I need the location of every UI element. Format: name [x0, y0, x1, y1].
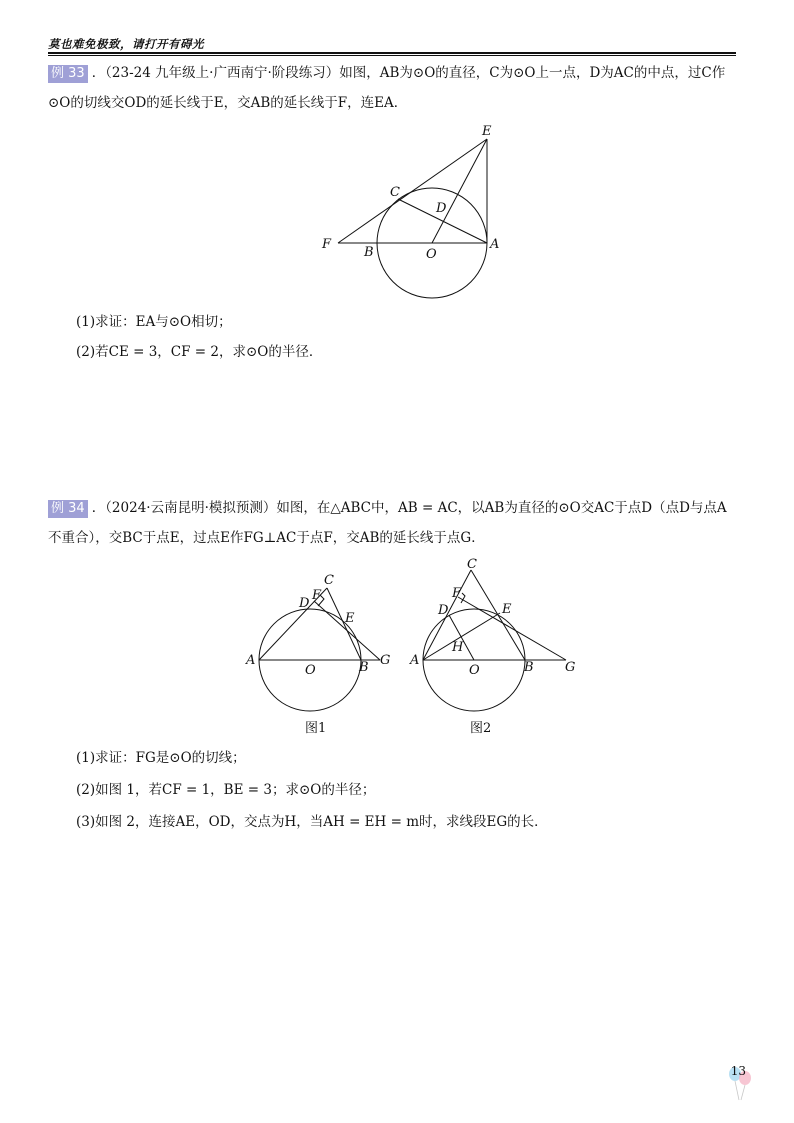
q34-fig1-right-angle [318, 595, 324, 606]
q34-fig1-label-d: D [299, 596, 310, 611]
q33-stem [48, 58, 743, 118]
q33-circle-o [377, 188, 487, 298]
q33-line-fe [338, 139, 487, 243]
q34-fig2-label-d: D [438, 603, 449, 618]
q34-fig2-line-od [449, 615, 474, 660]
header-rule-thin [48, 55, 736, 56]
q34-stem [48, 493, 743, 553]
q34-line2: 不重合），交BC于点E，过点E作FG⊥AC于点F，交AB的延长线于点G． [48, 530, 485, 546]
q34-fig2-label-h: H [452, 640, 464, 655]
q34-fig1-line-ac [259, 588, 327, 660]
q34-fig2-label-c: C [467, 557, 477, 572]
q33-line-ca [398, 199, 487, 243]
q34-fig2-line-fg [458, 597, 566, 660]
q34-fig2-label-e: E [502, 602, 512, 617]
q34-part1: (1)求证：FG是⊙O的切线； [76, 750, 246, 766]
q34-fig1-label-b: B [359, 660, 369, 675]
q34-part2: (2)如图 1，若CF = 1，BE = 3；求⊙O的半径； [76, 782, 376, 798]
q34-fig2-line-ac [423, 570, 471, 660]
q34-fig2-label-b: B [524, 660, 534, 675]
q34-fig2-label-f: F [452, 586, 462, 601]
q34-fig1-label-a: A [246, 653, 256, 668]
header-title: 莫也难免极致，请打开有碍光 [48, 37, 204, 51]
q34-tag: 例 34 [48, 500, 88, 518]
page-number: 13 [730, 1064, 746, 1078]
q34-fig2-right-angle [461, 593, 465, 603]
q33-line1: ．（23-24 九年级上·广西南宁·阶段练习）如图，AB为⊙O的直径，C为⊙O上一点，D为AC的中点，过C作 [91, 65, 726, 81]
q33-label-a: A [490, 237, 500, 252]
q34-fig2-circle [423, 609, 525, 711]
q34-fig2-label-o: O [469, 663, 480, 678]
q34-fig1-label-e: E [345, 611, 355, 626]
q34-fig2-label-g: G [565, 660, 576, 675]
q33-label-f: F [322, 237, 332, 252]
q33-label-o: O [426, 247, 437, 262]
q34-fig1-line-fg [314, 601, 380, 660]
q34-part3: (3)如图 2，连接AE，OD，交点为H，当AH = EH = m时，求线段EG的长． [76, 814, 548, 830]
header-rule-thick [48, 52, 736, 54]
q33-line2: ⊙O的切线交OD的延长线于E，交AB的延长线于F，连EA． [48, 95, 408, 111]
q33-label-d: D [436, 201, 447, 216]
q33-tag: 例 33 [48, 65, 88, 83]
q33-line-oe [432, 139, 487, 243]
q34-fig1-line-cb [327, 588, 361, 660]
q34-fig2-caption: 图2 [470, 721, 492, 736]
q34-fig2-line-ae [423, 613, 500, 660]
q34-fig2-label-a: A [410, 653, 420, 668]
q33-label-e: E [482, 124, 492, 139]
q33-part2: (2)若CE = 3，CF = 2，求⊙O的半径． [76, 344, 323, 360]
q34-fig1-label-c: C [324, 573, 334, 588]
q34-fig1-circle [259, 609, 361, 711]
q33-label-c: C [390, 185, 400, 200]
q34-fig1-caption: 图1 [305, 721, 327, 736]
q34-fig1-label-g: G [380, 653, 391, 668]
q34-fig1-label-f: F [312, 588, 322, 603]
q33-part1: (1)求证：EA与⊙O相切； [76, 314, 232, 330]
q34-fig1-label-o: O [305, 663, 316, 678]
q33-label-b: B [364, 245, 374, 260]
q34-line1: ．（2024·云南昆明·模拟预测）如图，在△ABC中，AB = AC，以AB为直径的⊙O交AC于点D（点D与点A [91, 500, 727, 516]
q34-fig2-line-cb [471, 570, 525, 660]
